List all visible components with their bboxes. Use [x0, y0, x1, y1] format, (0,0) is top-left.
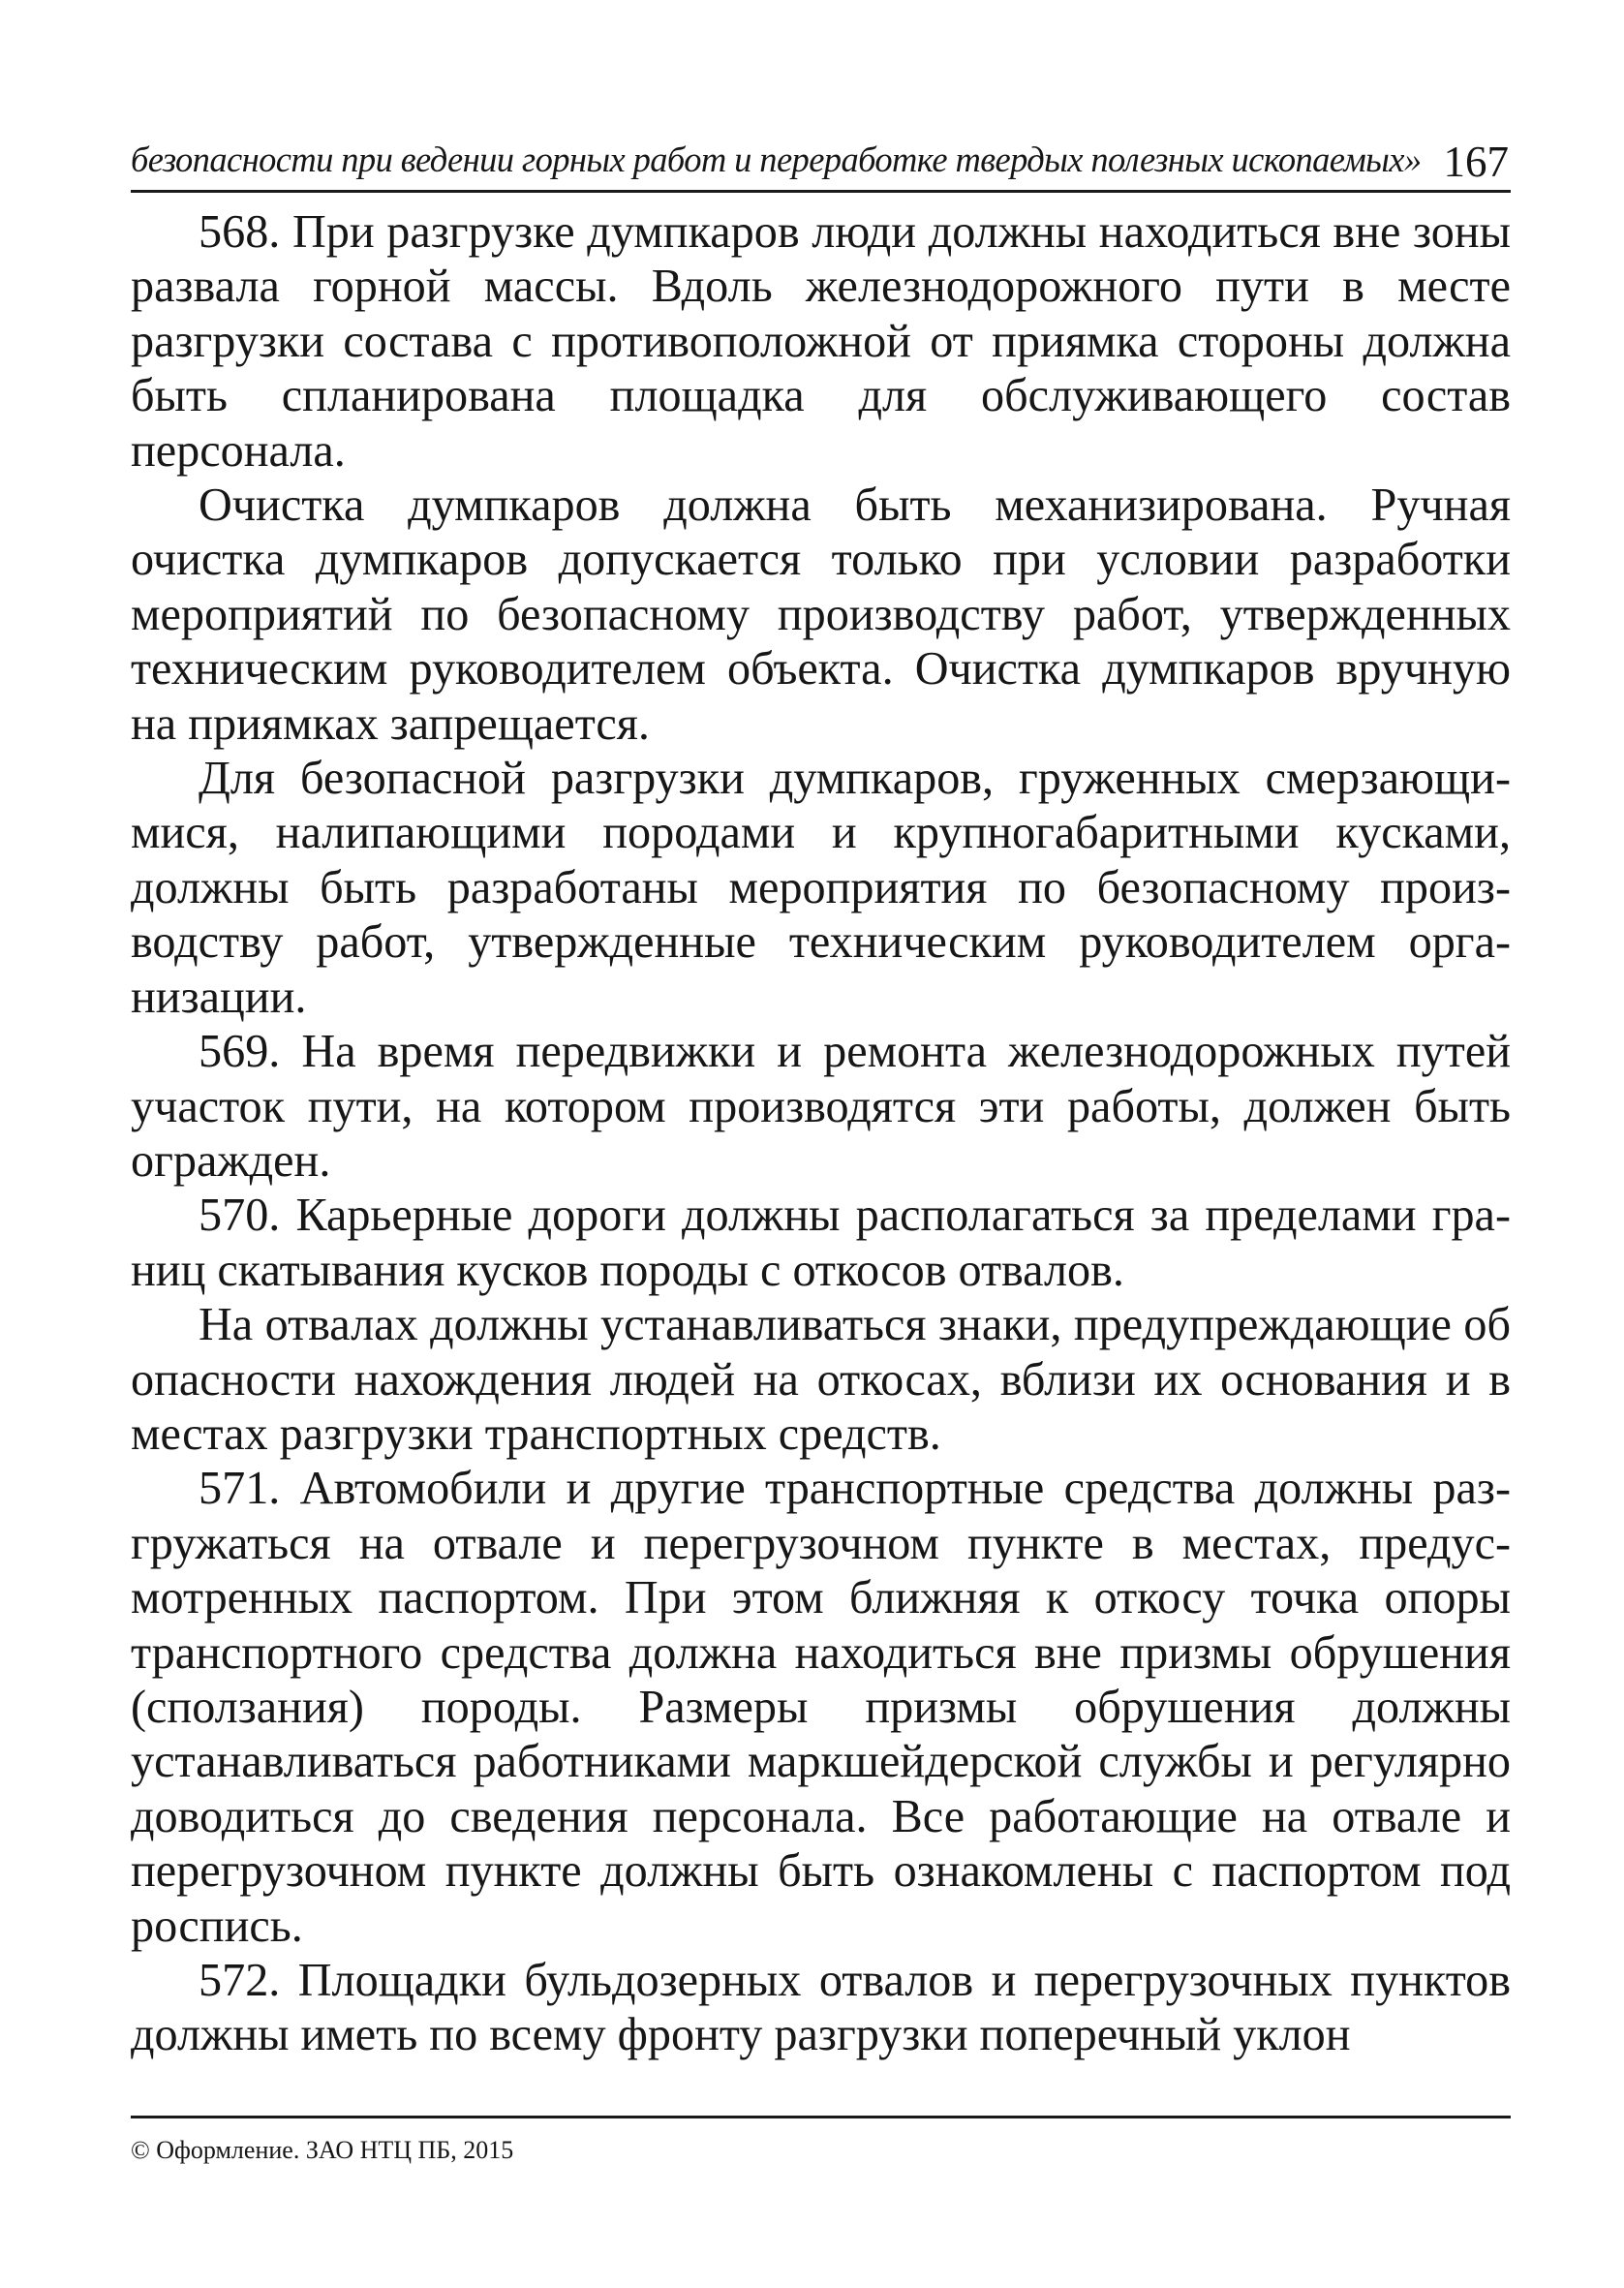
running-header — [131, 128, 1511, 193]
copyright-note: © Оформление. ЗАО НТЦ ПБ, 2015 — [131, 2136, 514, 2164]
paragraph-frozen-rock-unloading: Для безопасной разгрузки думпкаров, груженных смерзающимися, налипающими породами и крупногабаритными кусками, должны быть разработаны мероприятия по безопасному производству работ, утвержденные техническим руководителем организации. — [131, 753, 1511, 1023]
footer-rule — [131, 2116, 1511, 2118]
paragraph-570: 570. Карьерные дороги должны располагаться за пределами границ скатывания кусков породы с откосов отвалов. — [131, 1190, 1511, 1296]
running-header-title: безопасности при ведении горных работ и переработке твердых полезных ископаемых» — [131, 139, 1422, 179]
page-number: 167 — [1443, 138, 1509, 186]
paragraph-568: 568. При разгрузке думпкаров люди должны находиться вне зоны развала горной массы. Вдоль железнодорожного пути в месте разгрузки состава с противоположной от приямка стороны должна быть спланирована площадка для обслуживающего состав персонала. — [131, 206, 1511, 477]
paragraph-571: 571. Автомобили и другие транспортные средства должны разгружаться на отвале и перегрузочном пункте в местах, предусмотренных паспортом. При этом ближняя к откосу точка опоры транспортного средства должна находиться вне призмы обрушения (сползания) породы. Размеры призмы обрушения должны устанавливаться работниками маркшейдерской службы и регулярно доводиться до сведения персонала. Все работающие на отвале и перегрузочном пункте должны быть ознакомлены с паспортом под роспись. — [131, 1463, 1511, 1952]
paragraph-569: 569. На время передвижки и ремонта железнодорожных путей участок пути, на котором производятся эти работы, должен быть огражден. — [131, 1026, 1511, 1187]
paragraph-warning-signs: На отвалах должны устанавливаться знаки, предупреждающие об опасности нахождения людей на откосах, вблизи их основания и в местах разгрузки транспортных средств. — [131, 1299, 1511, 1460]
body-text — [131, 205, 1511, 2063]
paragraph-dumpcar-cleaning: Очистка думпкаров должна быть механизирована. Ручная очистка думпкаров допускается только при условии разработки мероприятий по безопасному производству работ, утвержденных техническим руководителем объекта. Очистка думпкаров вручную на приямках запрещается. — [131, 479, 1511, 750]
paragraph-572: 572. Площадки бульдозерных отвалов и перегрузочных пунктов должны иметь по всему фронту разгрузки поперечный уклон — [131, 1955, 1511, 2061]
